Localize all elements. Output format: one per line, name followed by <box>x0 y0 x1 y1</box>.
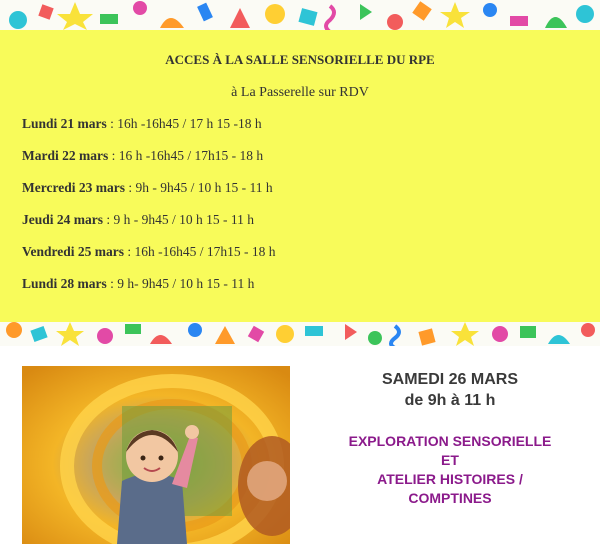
schedule-day: Mercredi 23 mars <box>22 180 125 195</box>
schedule-hours: : 9h - 9h45 / 10 h 15 - 11 h <box>124 180 273 195</box>
schedule-hours: : 16 h -16h45 / 17h15 - 18 h <box>108 148 264 163</box>
event-activity-line: EXPLORATION SENSORIELLE <box>348 433 552 449</box>
event-activity-line: ATELIER HISTOIRES / <box>377 471 523 487</box>
schedule-day: Lundi 21 mars <box>22 116 107 131</box>
panel-subtitle: à La Passerelle sur RDV <box>231 85 369 100</box>
schedule-day: Lundi 28 mars <box>22 276 107 291</box>
schedule-row <box>22 148 263 164</box>
confetti-banner-top <box>0 0 600 30</box>
schedule-row <box>22 276 254 292</box>
schedule-row <box>22 212 254 228</box>
schedule-hours: : 16h -16h45 / 17 h 15 -18 h <box>106 116 262 131</box>
schedule-day: Vendredi 25 mars <box>22 244 125 259</box>
schedule-row <box>22 244 276 260</box>
schedule-panel <box>0 30 600 322</box>
child-in-tunnel-photo <box>22 366 290 544</box>
event-activity-line: COMPTINES <box>408 490 492 506</box>
event-activity-line: ET <box>441 452 459 468</box>
schedule-row <box>22 180 273 196</box>
event-time: de 9h à 11 h <box>404 392 496 409</box>
event-date: SAMEDI 26 MARS <box>381 371 519 388</box>
schedule-hours: : 9 h- 9h45 / 10 h 15 - 11 h <box>106 276 255 291</box>
schedule-day: Jeudi 24 mars <box>22 212 103 227</box>
panel-title: ACCES À LA SALLE SENSORIELLE DU RPE <box>165 52 435 67</box>
schedule-row <box>22 116 262 132</box>
schedule-hours: : 16h -16h45 / 17h15 - 18 h <box>124 244 276 259</box>
schedule-day: Mardi 22 mars <box>22 148 109 163</box>
confetti-banner-bottom <box>0 322 600 346</box>
schedule-hours: : 9 h - 9h45 / 10 h 15 - 11 h <box>103 212 254 227</box>
